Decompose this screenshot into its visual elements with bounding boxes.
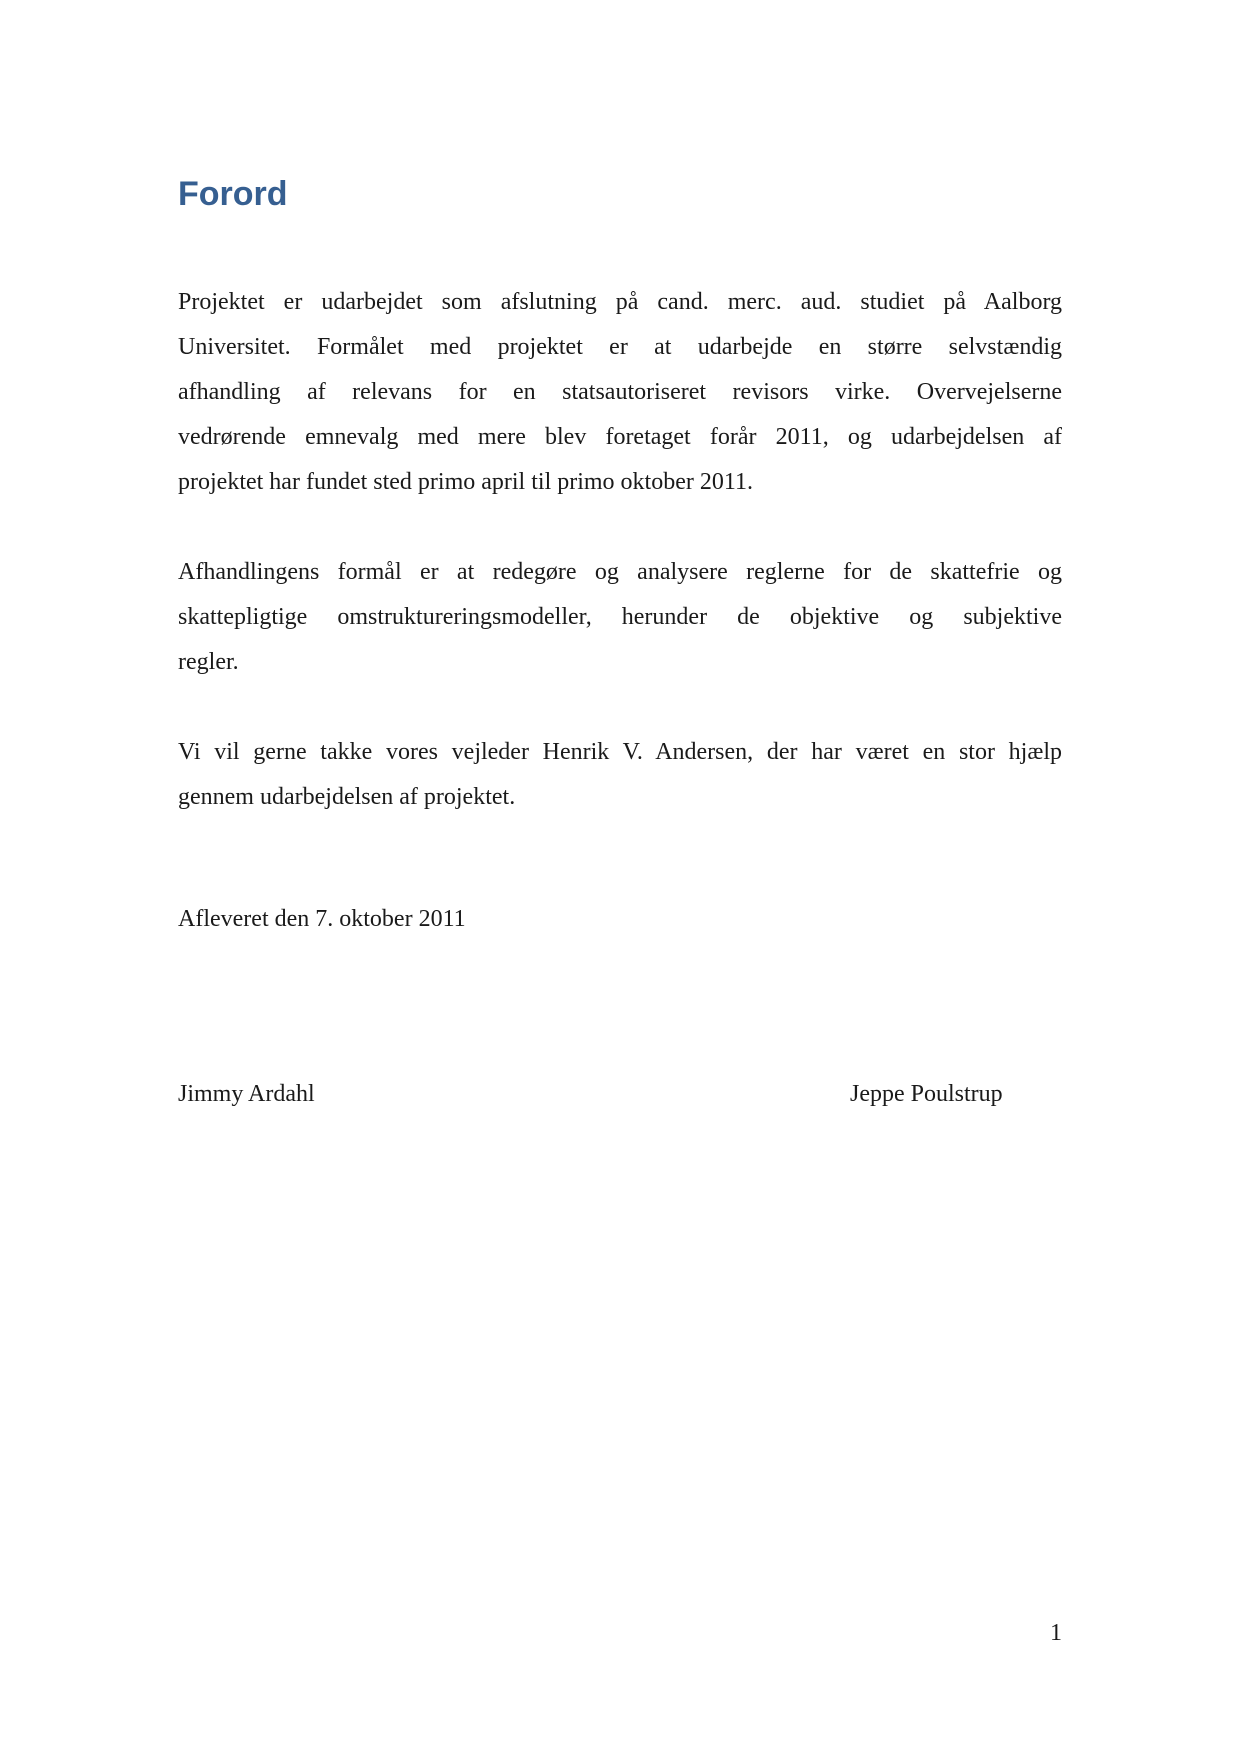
submission-date-line: Afleveret den 7. oktober 2011 xyxy=(178,906,466,932)
signature-author-left: Jimmy Ardahl xyxy=(178,1081,315,1107)
section-heading: Forord xyxy=(178,175,288,213)
paragraph-2 xyxy=(178,550,1062,685)
paragraph-line: afhandling af relevans for en statsautoriseret revisors virke. Overvejelserne xyxy=(178,379,1062,405)
paragraph-line: Projektet er udarbejdet som afslutning på cand. merc. aud. studiet på Aalborg xyxy=(178,289,1062,315)
paragraph-3 xyxy=(178,730,1062,820)
signature-author-right: Jeppe Poulstrup xyxy=(850,1081,1003,1107)
paragraph-line: vedrørende emnevalg med mere blev foretaget forår 2011, og udarbejdelsen af xyxy=(178,424,1062,450)
signature-row xyxy=(178,1072,1062,1117)
page-number: 1 xyxy=(1050,1620,1062,1646)
paragraph-1 xyxy=(178,280,1062,505)
paragraph-line: projektet har fundet sted primo april til primo oktober 2011. xyxy=(178,469,753,495)
paragraph-line: gennem udarbejdelsen af projektet. xyxy=(178,784,516,810)
paragraph-line: Universitet. Formålet med projektet er at udarbejde en større selvstændig xyxy=(178,334,1062,360)
paragraph-line: skattepligtige omstruktureringsmodeller, herunder de objektive og subjektive xyxy=(178,604,1062,630)
paragraph-line: Afhandlingens formål er at redegøre og analysere reglerne for de skattefrie og xyxy=(178,559,1062,585)
paragraph-line: Vi vil gerne takke vores vejleder Henrik V. Andersen, der har været en stor hjælp xyxy=(178,739,1062,765)
paragraph-line: regler. xyxy=(178,649,239,675)
